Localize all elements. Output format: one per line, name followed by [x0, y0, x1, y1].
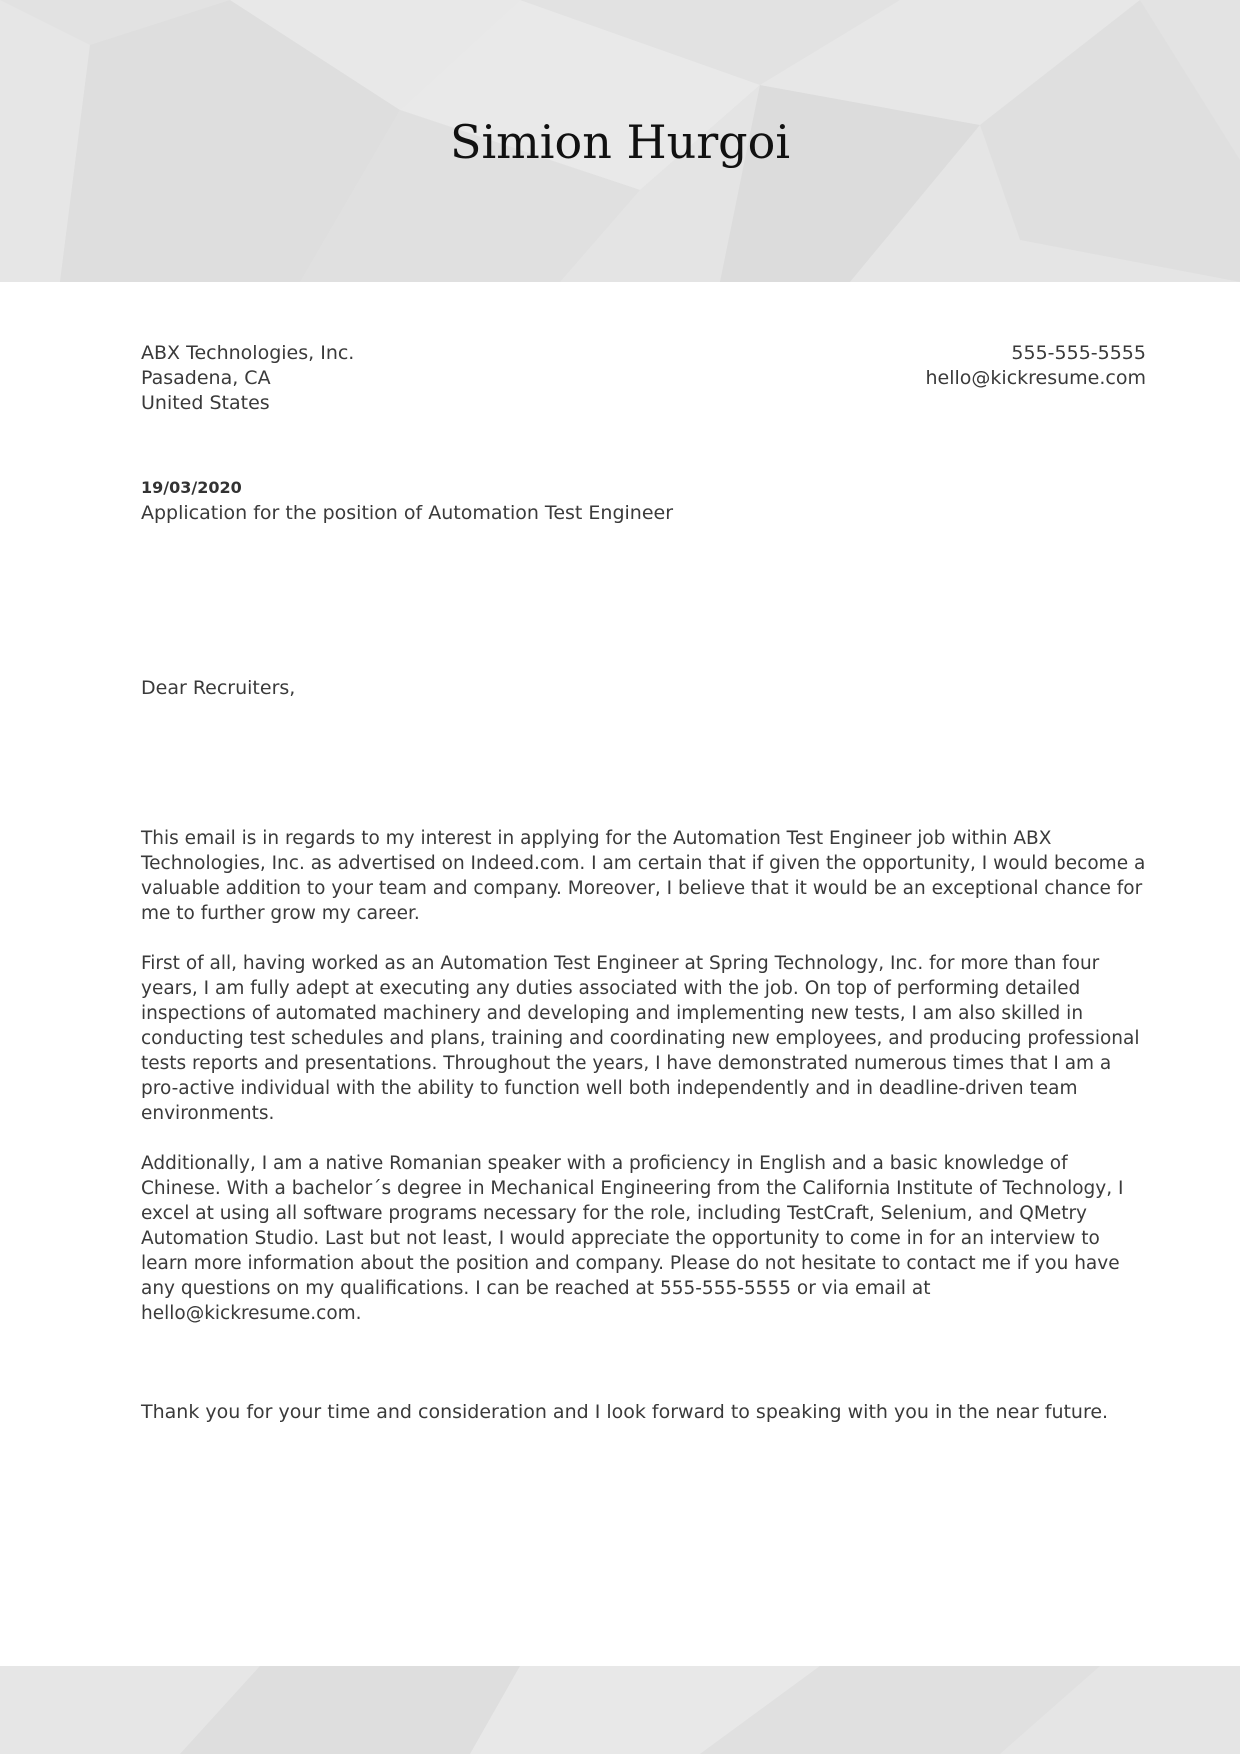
salutation: Dear Recruiters, — [141, 677, 296, 699]
body-paragraph: This email is in regards to my interest in applying for the Automation Test Engineer job within ABX Technologies, Inc. as advertised on Indeed.com. I am certain that if given the opportunity, I would become a valuable addition to your team and company. Moreover, I believe that it would be an exceptional chance for me to further grow my career. — [141, 828, 1146, 924]
contact-email: hello@kickresume.com — [925, 367, 1146, 389]
letter-body — [141, 826, 1151, 1351]
recipient-company: ABX Technologies, Inc. — [141, 342, 355, 364]
footer-band — [0, 1666, 1240, 1754]
footer-polygon-pattern — [0, 1666, 1240, 1754]
recipient-address — [141, 341, 354, 416]
recipient-city: Pasadena, CA — [141, 367, 271, 389]
letter-date: 19/03/2020 — [141, 478, 242, 497]
closing-line: Thank you for your time and consideration and I look forward to speaking with you in the near future. — [141, 1401, 1109, 1423]
body-paragraph: First of all, having worked as an Automation Test Engineer at Spring Technology, Inc. for more than four years, I am fully adept at executing any duties associated with the job. On top of performing detailed inspections of automated machinery and developing and implementing new tests, I am also skilled in conducting test schedules and plans, training and coordinating new employees, and producing professional tests reports and presentations. Throughout the years, I have demonstrated numerous times that I am a pro-active individual with the ability to function well both independently and in deadline-driven team environments. — [141, 953, 1140, 1124]
header-band — [0, 0, 1240, 282]
letter-subject: Application for the position of Automation Test Engineer — [141, 502, 674, 524]
contact-info — [926, 341, 1147, 391]
body-paragraph: Additionally, I am a native Romanian speaker with a proficiency in English and a basic knowledge of Chinese. With a bachelor´s degree in Mechanical Engineering from the California Institute of Technology, I excel at using all software programs necessary for the role, including TestCraft, Selenium, and QMetry Automation Studio. Last but not least, I would appreciate the opportunity to come in for an interview to learn more information about the position and company. Please do not hesitate to contact me if you have any questions on my qualifications. I can be reached at 555-555-5555 or via email at hello@kickresume.com. — [141, 1153, 1124, 1324]
contact-phone: 555-555-5555 — [1011, 342, 1146, 364]
applicant-name: Simion Hurgoi — [449, 115, 791, 169]
recipient-country: United States — [141, 392, 270, 414]
